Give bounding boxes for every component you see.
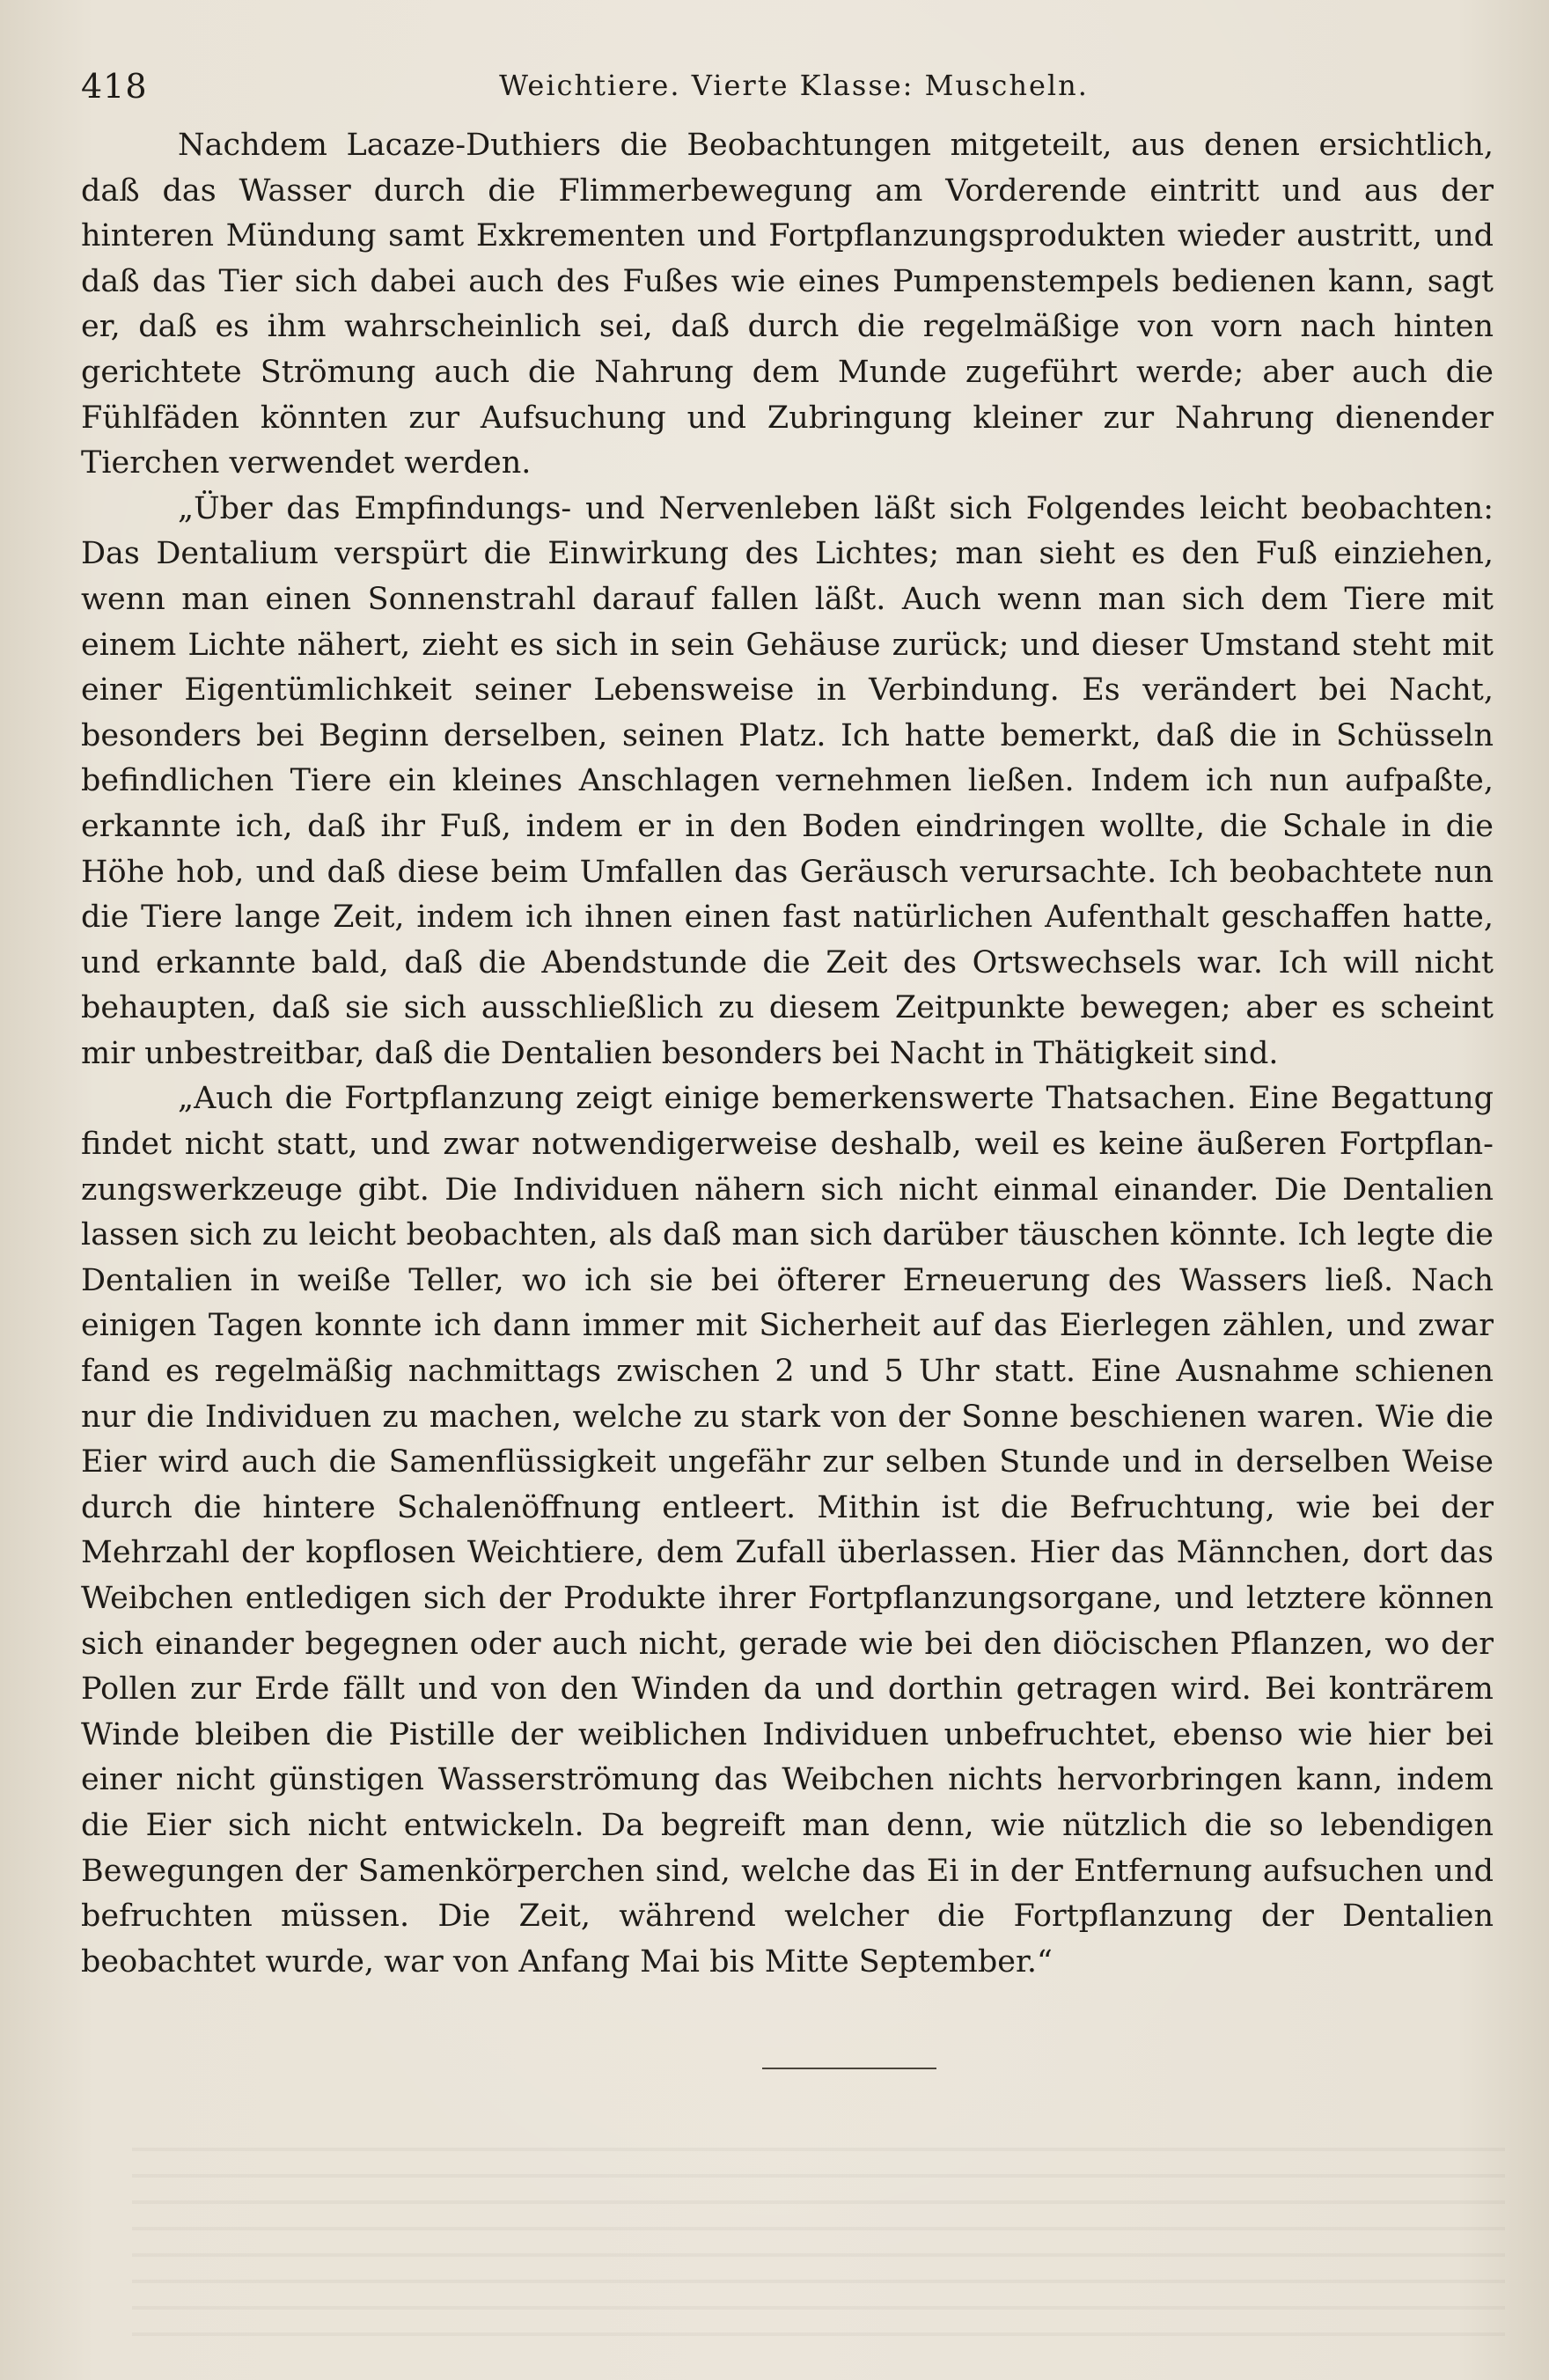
paragraph-3: „Auch die Fortpflanzung zeigt einige bemerkenswerte Thatsachen. Eine Begattung findet nicht statt, und zwar notwendigerweise deshalb, weil es keine äußeren Fortpflanzungswerkzeuge gibt. Die Individuen nähern sich nicht einmal einander. Die Dentalien lassen sich zu leicht beobachten, als daß man sich darüber täuschen könnte. Ich legte die Dentalien in weiße Teller, wo ich sie bei öfterer Erneuerung des Wassers ließ. Nach einigen Tagen konnte ich dann immer mit Sicherheit auf das Eierlegen zählen, und zwar fand es regelmäßig nachmittags zwischen 2 und 5 Uhr statt. Eine Ausnahme schienen nur die Individuen zu machen, welche zu stark von der Sonne beschienen waren. Wie die Eier wird auch die Samenflüssigkeit ungefähr zur selben Stunde und in derselben Weise durch die hintere Schalenöffnung entleert. Mithin ist die Befruchtung, wie bei der Mehrzahl der kopflosen Weichtiere, dem Zufall überlassen. Hier das Männchen, dort das Weibchen entledigen sich der Produkte ihrer Fortpflanzungsorgane, und letztere können sich einander begegnen oder auch nicht, gerade wie bei den diöcischen Pflanzen, wo der Pollen zur Erde fällt und von den Winden da und dorthin getragen wird. Bei konträrem Winde bleiben die Pistille der weiblichen Individuen unbefruchtet, ebenso wie hier bei einer nicht günstigen Wasserströmung das Weibchen nichts hervorbringen kann, indem die Eier sich nicht entwickeln. Da begreift man denn, wie nützlich die so lebendigen Bewegungen der Samenkörperchen sind, welche das Ei in der Entfernung aufsuchen und befruchten müssen. Die Zeit, während welcher die Fortpflanzung der Dentalien beobachtet wurde, war von Anfang Mai bis Mitte September.“ — [81, 1081, 1494, 1980]
body-text — [81, 123, 1494, 1985]
page-number: 418 — [81, 67, 148, 106]
running-head: Weichtiere. Vierte Klasse: Muscheln. — [499, 69, 1089, 102]
page-header — [81, 56, 1507, 109]
paragraph-2: „Über das Empfindungs- und Nervenleben läßt sich Folgendes leicht beobachten: Das Dentalium verspürt die Einwirkung des Lichtes; man sieht es den Fuß einziehen, wenn man einen Sonnenstrahl darauf fallen läßt. Auch wenn man sich dem Tiere mit einem Lichte nähert, zieht es sich in sein Gehäuse zurück; und dieser Umstand steht mit einer Eigentümlichkeit seiner Lebensweise in Verbindung. Es verändert bei Nacht, besonders bei Beginn derselben, seinen Platz. Ich hatte bemerkt, daß die in Schüsseln befindlichen Tiere ein kleines Anschlagen vernehmen ließen. Indem ich nun aufpaßte, erkannte ich, daß ihr Fuß, indem er in den Boden eindringen wollte, die Schale in die Höhe hob, und daß diese beim Umfallen das Geräusch verursachte. Ich beobachtete nun die Tiere lange Zeit, indem ich ihnen einen fast natürlichen Aufenthalt geschaffen hatte, und erkannte bald, daß die Abendstunde die Zeit des Ortswechsels war. Ich will nicht behaupten, daß sie sich ausschließlich zu diesem Zeitpunkte bewegen; aber es scheint mir unbestreitbar, daß die Dentalien besonders bei Nacht in Thätigkeit sind. — [81, 490, 1494, 1071]
paragraph-1: Nachdem Lacaze-Duthiers die Beobachtungen mitgeteilt, aus denen ersichtlich, daß das Wasser durch die Flimmerbewegung am Vorderende eintritt und aus der hinteren Mündung samt Exkrementen und Fortpflanzungsprodukten wieder austritt, und daß das Tier sich dabei auch des Fußes wie eines Pumpenstempels bedienen kann, sagt er, daß es ihm wahrscheinlich sei, daß durch die regelmäßige von vorn nach hinten gerichtete Strömung auch die Nahrung dem Munde zugeführt werde; aber auch die Fühlfäden könnten zur Aufsuchung und Zubringung kleiner zur Nahrung dienender Tierchen verwendet werden. — [81, 128, 1494, 481]
section-rule — [762, 2068, 936, 2069]
show-through-shading — [132, 2148, 1505, 2359]
